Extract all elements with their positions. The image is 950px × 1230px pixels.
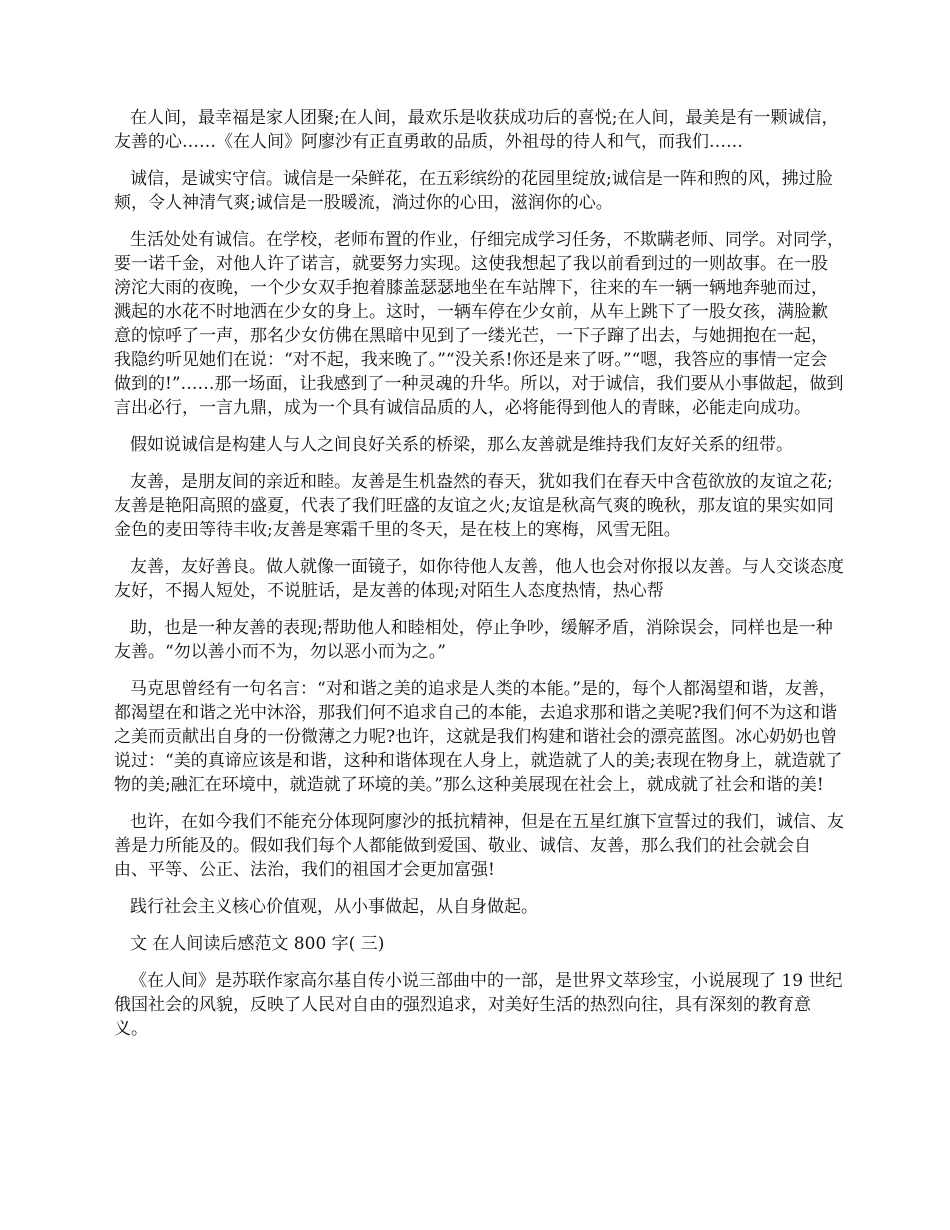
paragraph-1: 在人间，最幸福是家人团聚;在人间，最欢乐是收获成功后的喜悦;在人间，最美是有一颗诚信，友善的心……《在人间》阿廖沙有正直勇敢的品质，外祖母的待人和气，而我们…… (114, 108, 839, 152)
paragraph-11: 《在人间》是苏联作家高尔基自传小说三部曲中的一部，是世界文萃珍宝，小说展现了 19 世纪俄国社会的风貌，反映了人民对自由的强烈追求，对美好生活的热烈向往，具有深刻的教育意义。 (114, 971, 843, 1039)
paragraph-2: 诚信，是诚实守信。诚信是一朵鲜花，在五彩缤纷的花园里绽放;诚信是一阵和煦的风，拂过脸颊，令人神清气爽;诚信是一股暖流，淌过你的心田，滋润你的心。 (114, 169, 833, 213)
paragraph-8: 马克思曾经有一句名言：“对和谐之美的追求是人类的本能。”是的，每个人都渴望和谐，友善，都渴望在和谐之光中沐浴，那我们何不追求自己的本能，去追求那和谐之美呢?我们何不为这和谐之美而贡献出自身的一份微薄之力呢?也许，这就是我们构建和谐社会的漂亮蓝图。冰心奶奶也曾说过：“美的真谛应该是和谐，这种和谐体现在人身上，就造就了人的美;表现在物身上，就造就了物的美;融汇在环境中，就造就了环境的美。”那么这种美展现在社会上，就成就了社会和谐的美! (114, 679, 843, 795)
document-body (114, 106, 844, 1054)
section-heading: 文 在人间读后感范文 800 字( 三) (130, 934, 385, 954)
paragraph-5: 友善，是朋友间的亲近和睦。友善是生机盎然的春天，犹如我们在春天中含苞欲放的友谊之花;友善是艳阳高照的盛夏，代表了我们旺盛的友谊之火;友谊是秋高气爽的晚秋，那友谊的果实如同金色的麦田等待丰收;友善是寒霜千里的冬天，是在枝上的寒梅，风雪无阻。 (114, 472, 834, 540)
paragraph-7: 助，也是一种友善的表现;帮助他人和睦相处，停止争吵，缓解矛盾，消除误会，同样也是一种友善。“勿以善小而不为，勿以恶小而为之。” (114, 618, 833, 662)
paragraph-6: 友善，友好善良。做人就像一面镜子，如你待他人友善，他人也会对你报以友善。与人交谈态度友好，不揭人短处，不说脏话，是友善的体现;对陌生人态度热情，热心帮 (114, 557, 844, 601)
paragraph-4: 假如说诚信是构建人与人之间良好关系的桥梁，那么友善就是维持我们友好关系的纽带。 (130, 435, 793, 455)
paragraph-9: 也许，在如今我们不能充分体现阿廖沙的抵抗精神，但是在五星红旗下宣誓过的我们，诚信、友善是力所能及的。假如我们每个人都能做到爱国、敬业、诚信、友善，那么我们的社会就会自由、平等、公正、法治，我们的祖国才会更加富强! (114, 812, 844, 880)
paragraph-3: 生活处处有诚信。在学校，老师布置的作业，仔细完成学习任务，不欺瞒老师、同学。对同学，要一诺千金，对他人许了诺言，就要努力实现。这使我想起了我以前看到过的一则故事。在一股滂沱大雨的夜晚，一个少女双手抱着膝盖瑟瑟地坐在车站牌下，往来的车一辆一辆地奔驰而过，溅起的水花不时地洒在少女的身上。这时，一辆车停在少女前，从车上跳下了一股女孩，满脸歉意的惊呼了一声，那名少女仿佛在黑暗中见到了一缕光芒，一下子蹿了出去，与她拥抱在一起，我隐约听见她们在说：“对不起，我来晚了。”“没关系!你还是来了呀。”“嗯，我答应的事情一定会做到的!”……那一场面，让我感到了一种灵魂的升华。所以，对于诚信，我们要从小事做起，做到言出必行，一言九鼎，成为一个具有诚信品质的人，必将能得到他人的青睐，必能走向成功。 (114, 230, 844, 418)
paragraph-10: 践行社会主义核心价值观，从小事做起，从自身做起。 (130, 897, 538, 917)
